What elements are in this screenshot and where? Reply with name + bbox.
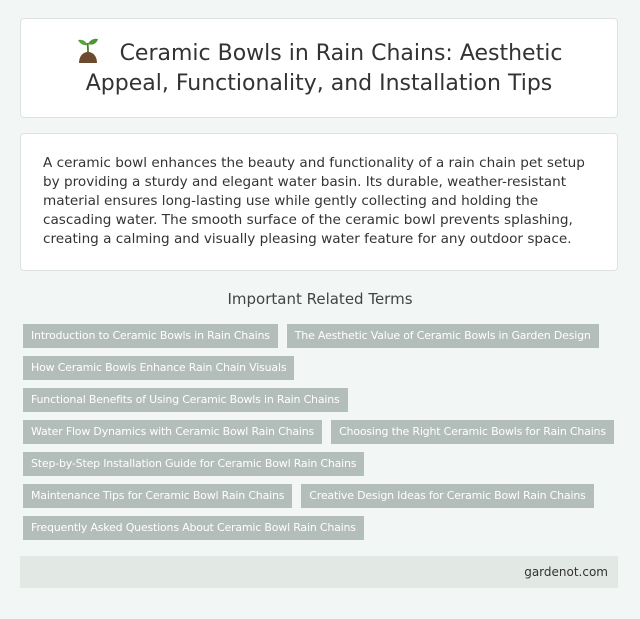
related-term-tag[interactable]: Choosing the Right Ceramic Bowls for Rain Chains bbox=[331, 420, 614, 444]
related-term-tag[interactable]: Introduction to Ceramic Bowls in Rain Chains bbox=[23, 324, 278, 348]
related-term-tag[interactable]: Maintenance Tips for Ceramic Bowl Rain Chains bbox=[23, 484, 292, 508]
related-term-tag[interactable]: Step-by-Step Installation Guide for Ceramic Bowl Rain Chains bbox=[23, 452, 364, 476]
related-term-tag[interactable]: Water Flow Dynamics with Ceramic Bowl Rain Chains bbox=[23, 420, 322, 444]
page-title-text: Ceramic Bowls in Rain Chains: Aesthetic Appeal, Functionality, and Installation Tips bbox=[85, 41, 563, 96]
related-term-tag[interactable]: Frequently Asked Questions About Ceramic Bowl Rain Chains bbox=[23, 516, 364, 540]
related-term-tag[interactable]: How Ceramic Bowls Enhance Rain Chain Visuals bbox=[23, 356, 294, 380]
footer-site-link[interactable]: gardenot.com bbox=[524, 565, 608, 579]
related-terms-heading: Important Related Terms bbox=[227, 290, 413, 308]
related-term-tag[interactable]: Functional Benefits of Using Ceramic Bowls in Rain Chains bbox=[23, 388, 348, 412]
title-card bbox=[20, 18, 618, 118]
related-term-tag[interactable]: Creative Design Ideas for Ceramic Bowl Rain Chains bbox=[301, 484, 593, 508]
summary-card bbox=[20, 133, 618, 271]
page-title bbox=[51, 37, 587, 99]
summary-text: A ceramic bowl enhances the beauty and functionality of a rain chain pet setup by providing a sturdy and elegant water basin. Its durable, weather-resistant material ensures long-lasting use while gently collecting and holding the cascading water. The smooth surface of the ceramic bowl prevents splashing, creating a calming and visually pleasing water feature for any outdoor space. bbox=[43, 155, 585, 247]
footer bbox=[20, 556, 618, 588]
related-terms-list bbox=[23, 324, 623, 540]
related-term-tag[interactable]: The Aesthetic Value of Ceramic Bowls in Garden Design bbox=[287, 324, 599, 348]
sprout-icon bbox=[76, 37, 100, 63]
